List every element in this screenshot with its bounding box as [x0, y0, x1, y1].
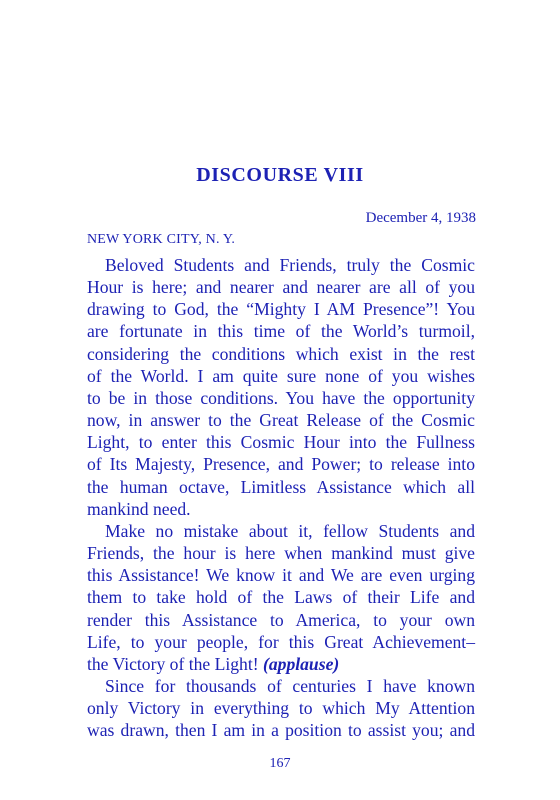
text-line: of Its Majesty, Presence, and Power; to release into: [87, 454, 475, 475]
text-line: Light, to enter this Cosmic Hour into the Fullness: [87, 432, 475, 453]
text-line: the Victory of the Light!: [87, 653, 259, 674]
text-line: considering the conditions which exist in the rest: [87, 343, 475, 364]
text-line: the human octave, Limitless Assistance which all: [87, 476, 475, 497]
text-line: render this Assistance to America, to your own: [87, 609, 475, 630]
text-line: Beloved Students and Friends, truly the Cosmic: [105, 255, 475, 275]
text-line: Life, to your people, for this Great Achievement–: [87, 631, 475, 652]
text-line: this Assistance! We know it and We are even urging: [87, 565, 475, 586]
text-line: Make no mistake about it, fellow Students and: [105, 520, 475, 541]
text-line-with-applause: [87, 653, 475, 675]
text-line: mankind need.: [87, 498, 191, 519]
text-line: Friends, the hour is here when mankind must give: [87, 543, 475, 564]
text-line: Hour is here; and nearer and nearer are all of you: [87, 277, 475, 298]
page-number: 167: [269, 756, 291, 771]
text-line: of the World. I am quite sure none of you wishes: [87, 365, 475, 386]
text-line: now, in answer to the Great Release of the Cosmic: [87, 410, 475, 431]
discourse-heading: DISCOURSE VIII: [196, 164, 364, 186]
text-line: to be in those conditions. You have the opportunity: [87, 387, 475, 408]
text-line: are fortunate in this time of the World’s turmoil,: [87, 321, 475, 342]
text-line: was drawn, then I am in a position to assist you; and: [87, 720, 475, 741]
text-line: them to take hold of the Laws of their Life and: [87, 587, 475, 608]
text-line: Since for thousands of centuries I have known: [105, 675, 475, 696]
discourse-date: December 4, 1938: [365, 210, 476, 226]
text-line: drawing to God, the “Mighty I AM Presence”! You: [87, 299, 475, 320]
discourse-body: [87, 254, 475, 741]
text-line: only Victory in everything to which My Attention: [87, 698, 475, 719]
applause-note: (applause): [263, 653, 340, 674]
discourse-location: NEW YORK CITY, N. Y.: [87, 232, 236, 247]
